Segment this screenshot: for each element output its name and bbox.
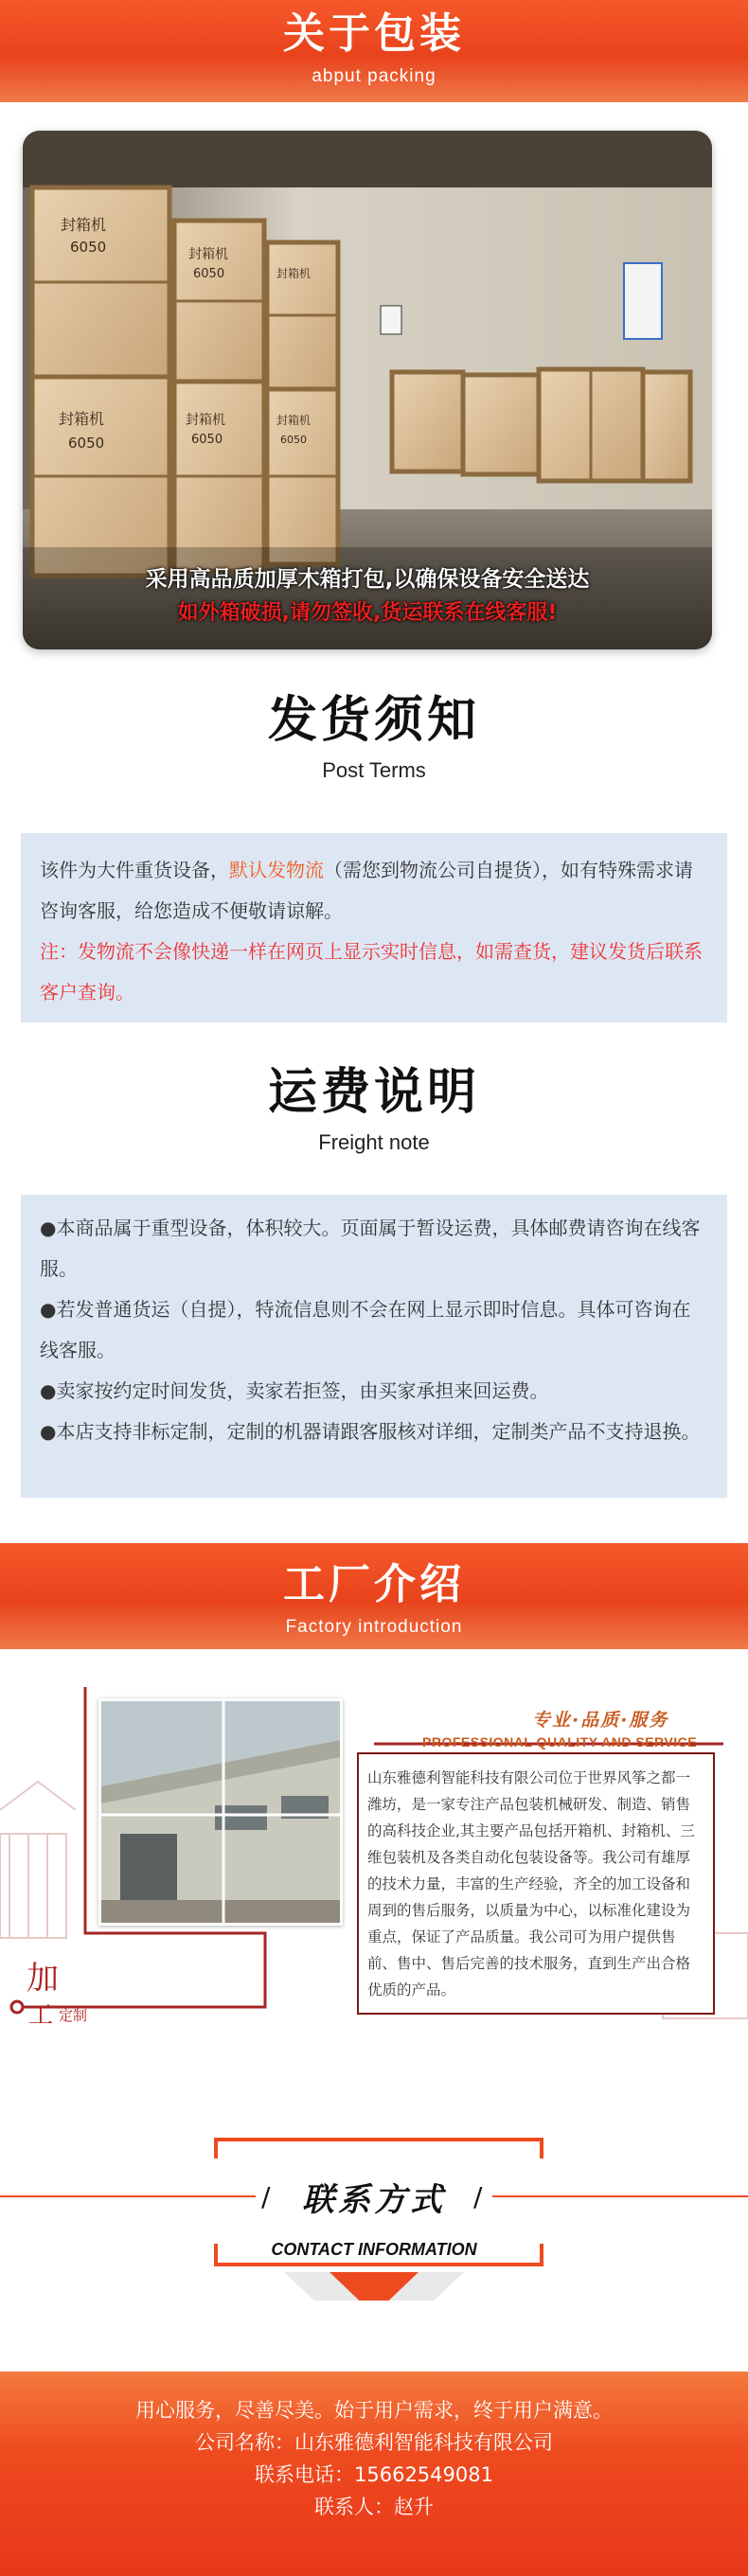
packing-photo — [23, 131, 712, 649]
factory-building-photo — [98, 1698, 343, 1926]
crate-model: 6050 — [280, 434, 307, 446]
svg-text:/: / — [473, 2181, 483, 2212]
crate-label: 封箱机 — [186, 413, 225, 428]
freight-item: ●卖家按约定时间发货，卖家若拒签，由买家承担来回运费。 — [40, 1379, 549, 1402]
contact-heading — [0, 2130, 748, 2301]
post-terms-title: 发货须知 — [267, 692, 480, 749]
freight-item: ●本商品属于重型设备，体积较大。页面属于暂设运费，具体邮费请咨询在线客服。 — [40, 1217, 701, 1280]
custom-label: 定制 — [59, 2007, 88, 2024]
packing-caption: 采用高品质加厚木箱打包,以确保设备安全送达 — [145, 567, 590, 592]
quality-slogan-en: PROFESSIONAL QUALITY AND SERVICE — [422, 1734, 698, 1750]
svg-text:/: / — [261, 2181, 271, 2212]
crate-label: 封箱机 — [188, 247, 228, 262]
post-terms-line1: 该件为大件重货设备，默认发物流（需您到物流公司自提货），如有特殊需求请咨询客服，给您造成不便敬请谅解。 — [40, 859, 693, 922]
freight-item: ●若发普通货运（自提），特流信息则不会在网上显示即时信息。具体可咨询在线客服。 — [40, 1298, 691, 1361]
factory-subtitle: Factory introduction — [285, 1617, 463, 1637]
crate-model: 6050 — [68, 435, 105, 452]
packing-subtitle: abput packing — [312, 66, 436, 86]
packing-title: 关于包装 — [283, 9, 465, 58]
packing-warning-caption: 如外箱破损,请勿签收,货运联系在线客服! — [177, 601, 558, 625]
freight-box — [21, 1195, 727, 1498]
post-terms-box — [21, 833, 727, 1022]
crate-label: 封箱机 — [276, 267, 312, 280]
post-terms-subtitle: Post Terms — [322, 758, 426, 782]
crate-label: 封箱机 — [59, 410, 105, 428]
freight-subtitle: Freight note — [318, 1130, 430, 1154]
contact-person: 联系人：赵升 — [314, 2496, 434, 2518]
contact-footer — [0, 2372, 748, 2576]
contact-phone[interactable]: 联系电话：15662549081 — [255, 2463, 493, 2486]
freight-heading — [0, 1064, 748, 1155]
company-name: 公司名称：山东雅德利智能科技有限公司 — [195, 2431, 553, 2454]
default-logistics-highlight: 默认发物流 — [229, 859, 324, 881]
contact-subtitle: CONTACT INFORMATION — [271, 2240, 477, 2259]
factory-intro — [0, 1649, 748, 2104]
crate-label: 封箱机 — [61, 216, 107, 234]
post-terms-heading — [0, 692, 748, 783]
crate-model: 6050 — [191, 433, 223, 447]
freight-title: 运费说明 — [267, 1064, 480, 1121]
factory-building-image — [101, 1701, 343, 1926]
packing-banner — [0, 0, 748, 102]
post-terms-note: 注：发物流不会像快递一样在网页上显示实时信息，如需查货，建议发货后联系客户查询。 — [40, 940, 703, 1004]
crate-label: 封箱机 — [276, 414, 312, 427]
service-slogan: 用心服务，尽善尽美。始于用户需求，终于用户满意。 — [135, 2399, 613, 2422]
work-char: 工 — [28, 2001, 54, 2030]
factory-title: 工厂介绍 — [283, 1560, 465, 1608]
factory-description: 山东雅德利智能科技有限公司位于世界风筝之都一潍坊，是一家专注产品包装机械研发、制造、销售的高科技企业,其主要产品包括开箱机、封箱机、三维包装机及各类自动化包装设备等。我公司有雄厚的技术力量，丰富的生产经验，齐全的加工设备和周到的售后服务，以质量为中心，以标准化建设为重点，保证了产品质量。我公司可为用户提供售前、售中、售后完善的技术服务，直到生产出合格优质的产品。 — [367, 1769, 695, 1999]
crate-model: 6050 — [193, 267, 225, 281]
process-char: 加 — [27, 1960, 59, 1998]
freight-item: ●本店支持非标定制，定制的机器请跟客服核对详细，定制类产品不支持退换。 — [40, 1420, 701, 1443]
crate-model: 6050 — [70, 239, 107, 256]
factory-banner — [0, 1543, 748, 1649]
contact-title: 联系方式 — [302, 2181, 446, 2219]
quality-slogan: 专业·品质·服务 — [532, 1710, 669, 1731]
